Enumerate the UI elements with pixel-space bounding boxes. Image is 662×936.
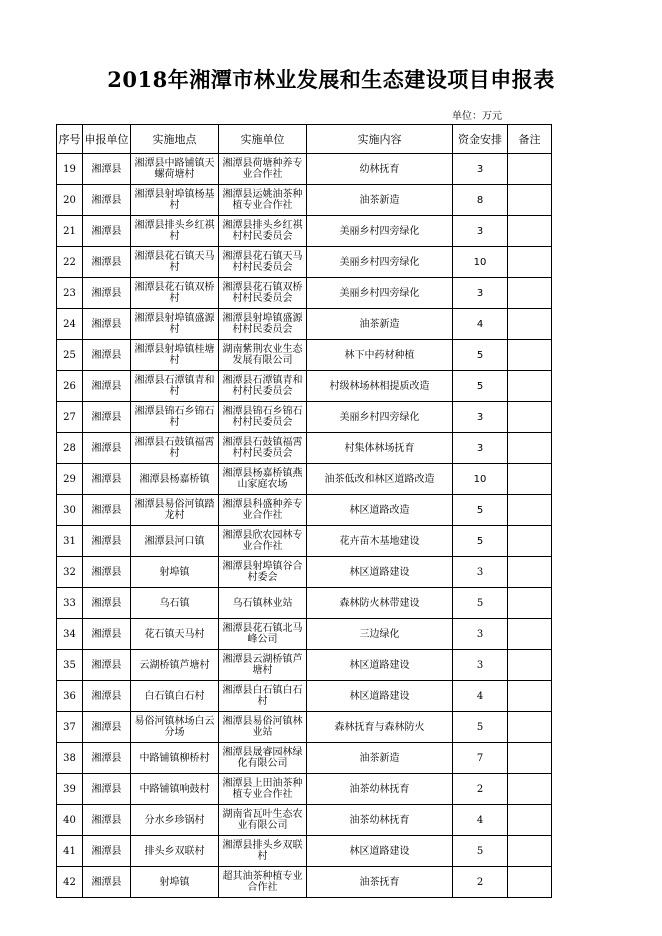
cell-fund: 5 <box>453 526 508 557</box>
cell-applicant: 湘潭县 <box>83 743 131 774</box>
cell-note <box>508 371 552 402</box>
cell-note <box>508 650 552 681</box>
table-row <box>57 526 552 557</box>
cell-applicant: 湘潭县 <box>83 557 131 588</box>
cell-no: 28 <box>57 433 83 464</box>
cell-fund: 7 <box>453 743 508 774</box>
header-fund: 资金安排 <box>453 125 508 154</box>
cell-content: 油茶新造 <box>307 185 453 216</box>
cell-content: 油茶幼林抚育 <box>307 774 453 805</box>
cell-fund: 2 <box>453 774 508 805</box>
cell-content: 油茶新造 <box>307 743 453 774</box>
cell-no: 30 <box>57 495 83 526</box>
cell-no: 42 <box>57 867 83 898</box>
cell-applicant: 湘潭县 <box>83 495 131 526</box>
header-org: 实施单位 <box>219 125 307 154</box>
cell-org: 超其油茶种植专业合作社 <box>219 867 307 898</box>
cell-applicant: 湘潭县 <box>83 185 131 216</box>
table-row <box>57 805 552 836</box>
cell-content: 油茶幼林抚育 <box>307 805 453 836</box>
cell-no: 23 <box>57 278 83 309</box>
cell-location: 湘潭县中路铺镇天螺荷塘村 <box>131 154 219 185</box>
cell-no: 26 <box>57 371 83 402</box>
cell-note <box>508 526 552 557</box>
cell-org: 湘潭县射埠镇盛源村村民委员会 <box>219 309 307 340</box>
cell-applicant: 湘潭县 <box>83 371 131 402</box>
cell-applicant: 湘潭县 <box>83 805 131 836</box>
cell-fund: 5 <box>453 712 508 743</box>
cell-no: 41 <box>57 836 83 867</box>
table-row <box>57 216 552 247</box>
cell-location: 湘潭县易俗河镇踏龙村 <box>131 495 219 526</box>
cell-content: 油茶低改和林区道路改造 <box>307 464 453 495</box>
cell-note <box>508 805 552 836</box>
cell-content: 林区道路建设 <box>307 836 453 867</box>
cell-location: 白石镇白石村 <box>131 681 219 712</box>
cell-applicant: 湘潭县 <box>83 867 131 898</box>
cell-location: 湘潭县排头乡红祺村 <box>131 216 219 247</box>
cell-content: 森林抚育与森林防火 <box>307 712 453 743</box>
cell-org: 湘潭县排头乡红祺村村民委员会 <box>219 216 307 247</box>
table-row <box>57 402 552 433</box>
cell-content: 村级林场林相提质改造 <box>307 371 453 402</box>
table-row <box>57 247 552 278</box>
cell-note <box>508 309 552 340</box>
cell-org: 湘潭县花石镇北马峰公司 <box>219 619 307 650</box>
cell-fund: 5 <box>453 836 508 867</box>
cell-content: 三边绿化 <box>307 619 453 650</box>
cell-note <box>508 712 552 743</box>
cell-org: 湘潭县晟睿园林绿化有限公司 <box>219 743 307 774</box>
cell-note <box>508 836 552 867</box>
cell-applicant: 湘潭县 <box>83 433 131 464</box>
cell-location: 湘潭县射埠镇盛源村 <box>131 309 219 340</box>
cell-location: 花石镇天马村 <box>131 619 219 650</box>
table-row <box>57 340 552 371</box>
cell-location: 乌石镇 <box>131 588 219 619</box>
cell-note <box>508 774 552 805</box>
table-row <box>57 309 552 340</box>
cell-fund: 4 <box>453 805 508 836</box>
table-header-row <box>57 125 552 154</box>
cell-content: 美丽乡村四旁绿化 <box>307 216 453 247</box>
cell-no: 37 <box>57 712 83 743</box>
cell-location: 云湖桥镇芦塘村 <box>131 650 219 681</box>
cell-fund: 5 <box>453 340 508 371</box>
table-row <box>57 464 552 495</box>
cell-no: 31 <box>57 526 83 557</box>
cell-no: 20 <box>57 185 83 216</box>
cell-note <box>508 588 552 619</box>
cell-location: 湘潭县射埠镇桂塘村 <box>131 340 219 371</box>
cell-no: 38 <box>57 743 83 774</box>
cell-org: 湘潭县花石镇天马村村民委员会 <box>219 247 307 278</box>
cell-content: 林下中药材种植 <box>307 340 453 371</box>
cell-org: 湘潭县排头乡双联村 <box>219 836 307 867</box>
cell-note <box>508 464 552 495</box>
cell-org: 湘潭县云湖桥镇芦塘村 <box>219 650 307 681</box>
cell-org: 湘潭县石鼓镇福霄村村民委员会 <box>219 433 307 464</box>
cell-content: 油茶抚育 <box>307 867 453 898</box>
cell-no: 21 <box>57 216 83 247</box>
cell-org: 湘潭县科盛种养专业合作社 <box>219 495 307 526</box>
cell-org: 湘潭县锦石乡锦石村村民委员会 <box>219 402 307 433</box>
cell-no: 36 <box>57 681 83 712</box>
cell-applicant: 湘潭县 <box>83 247 131 278</box>
cell-fund: 5 <box>453 371 508 402</box>
cell-org: 湘潭县射埠镇谷合村委会 <box>219 557 307 588</box>
project-table <box>56 124 552 898</box>
cell-note <box>508 216 552 247</box>
cell-applicant: 湘潭县 <box>83 526 131 557</box>
cell-fund: 3 <box>453 433 508 464</box>
page-title: 2018年湘潭市林业发展和生态建设项目申报表 <box>107 67 555 92</box>
unit-label: 单位：万元 <box>452 111 502 122</box>
cell-note <box>508 619 552 650</box>
table-row <box>57 650 552 681</box>
cell-content: 林区道路改造 <box>307 495 453 526</box>
cell-location: 排头乡双联村 <box>131 836 219 867</box>
cell-location: 分水乡珍锅村 <box>131 805 219 836</box>
cell-no: 40 <box>57 805 83 836</box>
cell-note <box>508 495 552 526</box>
table-row <box>57 495 552 526</box>
cell-applicant: 湘潭县 <box>83 278 131 309</box>
table-row <box>57 185 552 216</box>
cell-applicant: 湘潭县 <box>83 154 131 185</box>
cell-fund: 3 <box>453 619 508 650</box>
cell-location: 湘潭县河口镇 <box>131 526 219 557</box>
cell-fund: 3 <box>453 154 508 185</box>
cell-location: 湘潭县锦石乡锦石村 <box>131 402 219 433</box>
table-row <box>57 588 552 619</box>
cell-location: 湘潭县花石镇天马村 <box>131 247 219 278</box>
cell-org: 湖南紫荆农业生态发展有限公司 <box>219 340 307 371</box>
header-content: 实施内容 <box>307 125 453 154</box>
cell-applicant: 湘潭县 <box>83 650 131 681</box>
cell-no: 25 <box>57 340 83 371</box>
table-row <box>57 371 552 402</box>
cell-no: 39 <box>57 774 83 805</box>
cell-no: 35 <box>57 650 83 681</box>
cell-content: 美丽乡村四旁绿化 <box>307 247 453 278</box>
cell-no: 29 <box>57 464 83 495</box>
cell-fund: 8 <box>453 185 508 216</box>
cell-no: 24 <box>57 309 83 340</box>
cell-content: 林区道路建设 <box>307 650 453 681</box>
cell-content: 美丽乡村四旁绿化 <box>307 278 453 309</box>
cell-org: 湘潭县杨嘉桥镇燕山家庭农场 <box>219 464 307 495</box>
cell-fund: 5 <box>453 495 508 526</box>
cell-content: 森林防火林带建设 <box>307 588 453 619</box>
cell-applicant: 湘潭县 <box>83 340 131 371</box>
cell-location: 湘潭县杨嘉桥镇 <box>131 464 219 495</box>
cell-no: 34 <box>57 619 83 650</box>
cell-note <box>508 402 552 433</box>
table-row <box>57 619 552 650</box>
cell-fund: 3 <box>453 278 508 309</box>
cell-location: 湘潭县射埠镇杨基村 <box>131 185 219 216</box>
cell-applicant: 湘潭县 <box>83 712 131 743</box>
table-row <box>57 774 552 805</box>
cell-location: 湘潭县石潭镇青和村 <box>131 371 219 402</box>
cell-applicant: 湘潭县 <box>83 464 131 495</box>
cell-note <box>508 743 552 774</box>
cell-no: 19 <box>57 154 83 185</box>
cell-fund: 10 <box>453 464 508 495</box>
cell-org: 湘潭县易俗河镇林业站 <box>219 712 307 743</box>
cell-content: 幼林抚育 <box>307 154 453 185</box>
cell-content: 花卉苗木基地建设 <box>307 526 453 557</box>
cell-applicant: 湘潭县 <box>83 619 131 650</box>
cell-no: 27 <box>57 402 83 433</box>
cell-content: 林区道路建设 <box>307 681 453 712</box>
cell-note <box>508 278 552 309</box>
cell-applicant: 湘潭县 <box>83 774 131 805</box>
table-row <box>57 867 552 898</box>
cell-applicant: 湘潭县 <box>83 309 131 340</box>
cell-location: 湘潭县花石镇双桥村 <box>131 278 219 309</box>
cell-fund: 10 <box>453 247 508 278</box>
table-row <box>57 278 552 309</box>
table-row <box>57 557 552 588</box>
header-location: 实施地点 <box>131 125 219 154</box>
table-row <box>57 154 552 185</box>
table-body <box>57 154 552 898</box>
cell-fund: 3 <box>453 216 508 247</box>
cell-note <box>508 154 552 185</box>
table-row <box>57 743 552 774</box>
cell-org: 湖南省瓦叶生态农业有限公司 <box>219 805 307 836</box>
cell-org: 湘潭县白石镇白石村 <box>219 681 307 712</box>
cell-applicant: 湘潭县 <box>83 588 131 619</box>
cell-org: 湘潭县荷塘种养专业合作社 <box>219 154 307 185</box>
cell-content: 美丽乡村四旁绿化 <box>307 402 453 433</box>
cell-applicant: 湘潭县 <box>83 216 131 247</box>
cell-no: 32 <box>57 557 83 588</box>
cell-applicant: 湘潭县 <box>83 836 131 867</box>
cell-no: 22 <box>57 247 83 278</box>
cell-org: 湘潭县上田油茶种植专业合作社 <box>219 774 307 805</box>
cell-location: 中路铺镇响鼓村 <box>131 774 219 805</box>
cell-fund: 3 <box>453 650 508 681</box>
cell-fund: 3 <box>453 557 508 588</box>
cell-location: 射埠镇 <box>131 557 219 588</box>
cell-org: 乌石镇林业站 <box>219 588 307 619</box>
cell-fund: 4 <box>453 681 508 712</box>
cell-location: 湘潭县石鼓镇福霄村 <box>131 433 219 464</box>
cell-fund: 3 <box>453 402 508 433</box>
cell-note <box>508 185 552 216</box>
cell-note <box>508 433 552 464</box>
header-note: 备注 <box>508 125 552 154</box>
cell-note <box>508 247 552 278</box>
cell-note <box>508 681 552 712</box>
cell-applicant: 湘潭县 <box>83 681 131 712</box>
cell-content: 林区道路建设 <box>307 557 453 588</box>
cell-location: 射埠镇 <box>131 867 219 898</box>
cell-org: 湘潭县运姚油茶种植专业合作社 <box>219 185 307 216</box>
table-row <box>57 433 552 464</box>
table-row <box>57 681 552 712</box>
header-applicant: 申报单位 <box>83 125 131 154</box>
header-no: 序号 <box>57 125 83 154</box>
cell-org: 湘潭县花石镇双桥村村民委员会 <box>219 278 307 309</box>
cell-note <box>508 557 552 588</box>
cell-content: 油茶新造 <box>307 309 453 340</box>
cell-org: 湘潭县石潭镇青和村村民委员会 <box>219 371 307 402</box>
cell-applicant: 湘潭县 <box>83 402 131 433</box>
cell-fund: 2 <box>453 867 508 898</box>
table-row <box>57 836 552 867</box>
table-row <box>57 712 552 743</box>
cell-note <box>508 340 552 371</box>
cell-content: 村集体林场抚育 <box>307 433 453 464</box>
cell-fund: 5 <box>453 588 508 619</box>
cell-location: 中路铺镇柳桥村 <box>131 743 219 774</box>
cell-no: 33 <box>57 588 83 619</box>
cell-org: 湘潭县欣农园林专业合作社 <box>219 526 307 557</box>
cell-note <box>508 867 552 898</box>
cell-fund: 4 <box>453 309 508 340</box>
cell-location: 易俗河镇林场白云分场 <box>131 712 219 743</box>
